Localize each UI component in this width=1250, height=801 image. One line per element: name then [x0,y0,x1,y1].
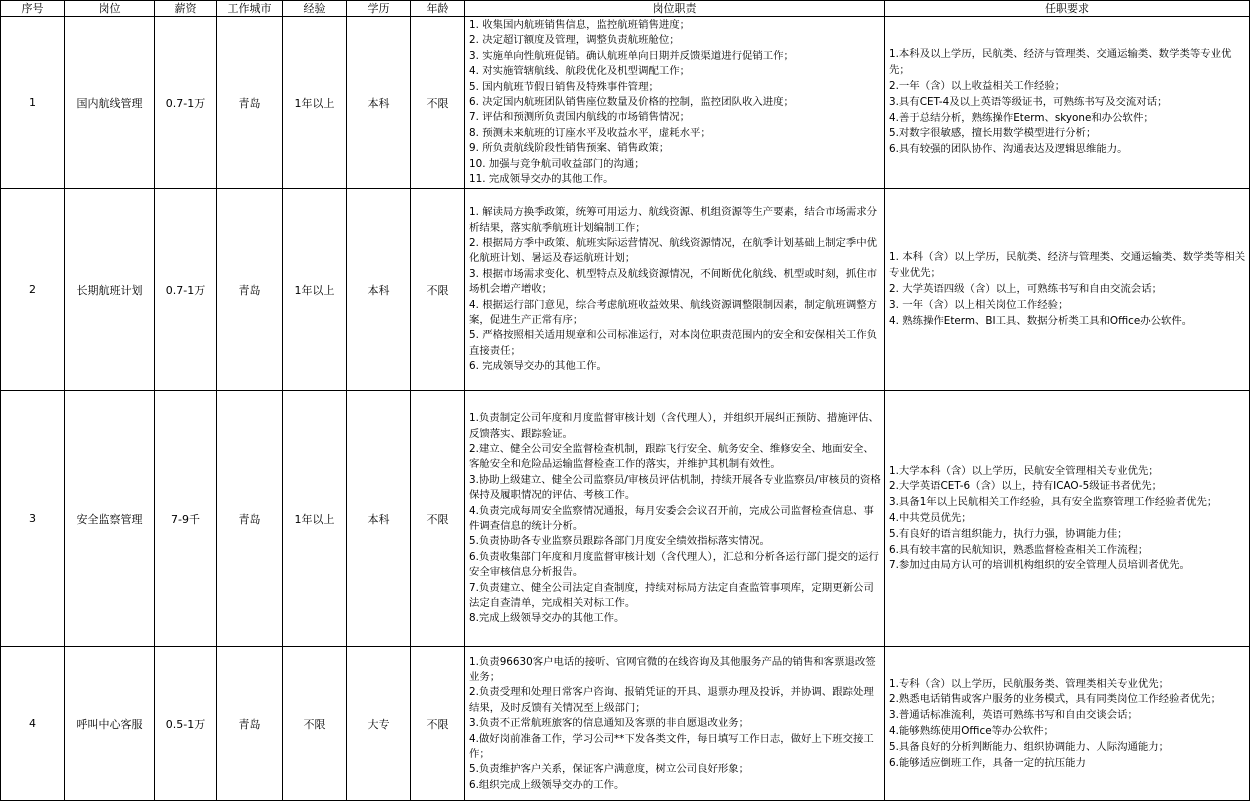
cell-salary: 0.7-1万 [155,17,217,189]
duty-item: 11. 完成领导交办的其他工作。 [469,173,614,186]
cell-duties [465,17,885,189]
duty-item: 7. 评估和预测所负责国内航线的市场销售情况； [469,111,691,124]
duty-item: 5. 严格按照相关适用规章和公司标准运行，对本岗位职责范围内的安全和安保相关工作负直接责任； [469,329,878,357]
cell-seq: 2 [1,189,65,391]
duty-item: 1. 收集国内航班销售信息，监控航班销售进度； [469,19,691,31]
cell-city: 青岛 [217,189,283,391]
duty-item: 5.负责协助各专业监察员跟踪各部门月度安全绩效指标落实情况。 [469,535,770,548]
duty-item: 2. 决定超订额度及管理，调整负责航班舱位； [469,34,680,47]
table-row [1,189,1250,391]
cell-position: 安全监察管理 [65,391,155,647]
requirement-item: 4.中共党员优先； [889,512,972,525]
requirement-item: 3. 一年（含）以上相关岗位工作经验； [889,298,1069,311]
cell-position: 长期航班计划 [65,189,155,391]
duty-item: 2.负责受理和处理日常客户咨询、报销凭证的开具、退票办理及投诉，并协调、跟踪处理结果，及时反馈有关情况至上级部门； [469,686,874,714]
duty-item: 2. 根据局方季中政策、航班实际运营情况、航线资源情况，在航季计划基础上制定季中优化航班计划、暑运及春运航班计划； [469,237,878,265]
cell-requirements [885,189,1250,391]
duty-item: 8.完成上级领导交办的其他工作。 [469,612,625,625]
requirement-item: 2.大学英语CET-6（含）以上，持有ICAO-5级证书者优先； [889,480,1162,493]
header-salary: 薪资 [155,1,217,17]
requirement-item: 3.普通话标准流利，英语可熟练书写和自由交谈会话； [889,709,1138,722]
duty-item: 9. 所负责航线阶段性销售预案、销售政策； [469,142,670,155]
duty-item: 1. 解读局方换季政策，统筹可用运力、航线资源、机组资源等生产要素，结合市场需求分析结果，落实航季航班计划编制工作； [469,206,878,234]
cell-seq: 1 [1,17,65,189]
duty-item: 4. 根据运行部门意见，综合考虑航班收益效果、航线资源调整限制因素，制定航班调整方案，促进生产正常有序； [469,298,878,327]
cell-salary: 0.5-1万 [155,647,217,801]
cell-requirements [885,391,1250,647]
header-education: 学历 [347,1,411,17]
duty-item: 3. 实施单向性航班促销。确认航班单向日期并反馈渠道进行促销工作； [469,49,794,62]
cell-city: 青岛 [217,647,283,801]
cell-age: 不限 [411,189,465,391]
table-row [1,17,1250,189]
header-experience: 经验 [283,1,347,17]
requirement-item: 3.具有CET-4及以上英语等级证书，可熟练书写及交流对话； [889,95,1168,108]
cell-city: 青岛 [217,391,283,647]
header-seq: 序号 [1,1,65,17]
cell-experience: 1年以上 [283,391,347,647]
duty-item: 1.负责制定公司年度和月度监督审核计划（含代理人），并组织开展纠正预防、措施评估、反馈落实、跟踪验证。 [469,412,879,440]
cell-age: 不限 [411,647,465,801]
cell-education: 本科 [347,189,411,391]
requirement-item: 1.本科及以上学历，民航类、经济与管理类、交通运输类、数学类等专业优先； [889,48,1232,77]
cell-age: 不限 [411,391,465,647]
requirement-item: 1. 本科（含）以上学历，民航类、经济与管理类、交通运输类、数学类等相关专业优先； [889,251,1246,280]
cell-experience: 不限 [283,647,347,801]
cell-experience: 1年以上 [283,189,347,391]
requirement-item: 7.参加过由局方认可的培训机构组织的安全管理人员培训者优先。 [889,559,1190,572]
requirement-item: 2.一年（含）以上收益相关工作经验； [889,80,1066,93]
cell-position: 呼叫中心客服 [65,647,155,801]
cell-duties [465,189,885,391]
requirement-item: 4.善于总结分析，熟练操作Eterm、skyone和办公软件； [889,111,1154,124]
header-row [1,1,1250,17]
duty-item: 4. 对实施管辖航线、航段优化及机型调配工作； [469,65,691,78]
table-row [1,391,1250,647]
duty-item: 4.做好岗前准备工作，学习公司**下发各类文件，每日填写工作日志，做好上下班交接工作； [469,732,874,761]
requirement-item: 2. 大学英语四级（含）以上，可熟练书写和自由交流会话； [889,283,1162,296]
duty-item: 5.负责维护客户关系，保证客户满意度，树立公司良好形象； [469,763,750,776]
requirement-item: 5.对数字很敏感，擅长用数学模型进行分析； [889,127,1097,140]
cell-duties [465,647,885,801]
cell-requirements [885,17,1250,189]
header-requirements: 任职要求 [885,1,1250,17]
cell-position: 国内航线管理 [65,17,155,189]
requirement-item: 1.专科（含）以上学历，民航服务类、管理类相关专业优先； [889,677,1170,690]
duty-item: 3. 根据市场需求变化、机型特点及航线资源情况，不间断优化航线、机型或时刻，抓住市场机会增产增收； [469,267,878,296]
cell-city: 青岛 [217,17,283,189]
cell-seq: 3 [1,391,65,647]
duty-item: 3.负责不正常航班旅客的信息通知及客票的非自愿退改业务； [469,717,750,730]
duty-item: 6.组织完成上级领导交办的工作。 [469,778,625,791]
header-age: 年龄 [411,1,465,17]
duty-item: 3.协助上级建立、健全公司监察员/审核员评估机制，持续开展各专业监察员/审核员的资格保持及履职情况的评估、考核工作。 [469,473,881,502]
requirement-item: 5.有良好的语言组织能力，执行力强，协调能力佳； [889,527,1128,540]
header-duties: 岗位职责 [465,1,885,17]
requirement-item: 6.具有较丰富的民航知识，熟悉监督检查相关工作流程； [889,543,1149,556]
requirement-item: 2.熟悉电话销售或客户服务的业务模式，具有同类岗位工作经验者优先； [889,693,1222,706]
cell-education: 本科 [347,391,411,647]
duty-item: 2.建立、健全公司安全监督检查机制，跟踪飞行安全、航务安全、维修安全、地面安全、客舱安全和危险品运输监督检查工作的落实，并维护其机制有效性。 [469,442,874,471]
requirement-item: 5.具备良好的分析判断能力、组织协调能力、人际沟通能力； [889,740,1170,753]
duty-item: 1.负责96630客户电话的接听、官网官微的在线咨询及其他服务产品的销售和客票退改签业务； [469,655,876,684]
cell-seq: 4 [1,647,65,801]
table-row [1,647,1250,801]
requirement-item: 3.具备1年以上民航相关工作经验，具有安全监察管理工作经验者优先； [889,496,1218,509]
duty-item: 4.负责完成每周安全监察情况通报，每月安委会会议召开前，完成公司监督检查信息、事件调查信息的统计分析。 [469,504,874,532]
duty-item: 5. 国内航班节假日销售及特殊事件管理； [469,80,659,93]
header-city: 工作城市 [217,1,283,17]
cell-education: 大专 [347,647,411,801]
cell-requirements [885,647,1250,801]
cell-duties [465,391,885,647]
requirement-item: 4. 熟练操作Eterm、BI工具、数据分析类工具和Office办公软件。 [889,314,1193,327]
cell-age: 不限 [411,17,465,189]
duty-item: 6. 决定国内航班团队销售座位数量及价格的控制，监控团队收入进度； [469,96,794,109]
requirement-item: 6.能够适应倒班工作，具备一定的抗压能力 [889,756,1086,769]
duty-item: 8. 预测未来航班的订座水平及收益水平，虚耗水平； [469,126,711,139]
duty-item: 6.负责收集部门年度和月度监督审核计划（含代理人），汇总和分析各运行部门提交的运行安全审核信息分析报告。 [469,550,879,579]
cell-salary: 7-9千 [155,391,217,647]
duty-item: 6. 完成领导交办的其他工作。 [469,360,607,373]
requirement-item: 1.大学本科（含）以上学历，民航安全管理相关专业优先； [889,464,1159,477]
requirement-item: 6.具有较强的团队协作、沟通表达及逻辑思维能力。 [889,143,1128,156]
cell-salary: 0.7-1万 [155,189,217,391]
cell-experience: 1年以上 [283,17,347,189]
requirement-item: 4.能够熟练使用Office等办公软件； [889,724,1054,737]
header-position: 岗位 [65,1,155,17]
duty-item: 7.负责建立、健全公司法定自查制度，持续对标局方法定自查监管事项库，定期更新公司法定自查清单，完成相关对标工作。 [469,581,874,609]
duty-item: 10. 加强与竞争航司收益部门的沟通； [469,157,645,170]
cell-education: 本科 [347,17,411,189]
